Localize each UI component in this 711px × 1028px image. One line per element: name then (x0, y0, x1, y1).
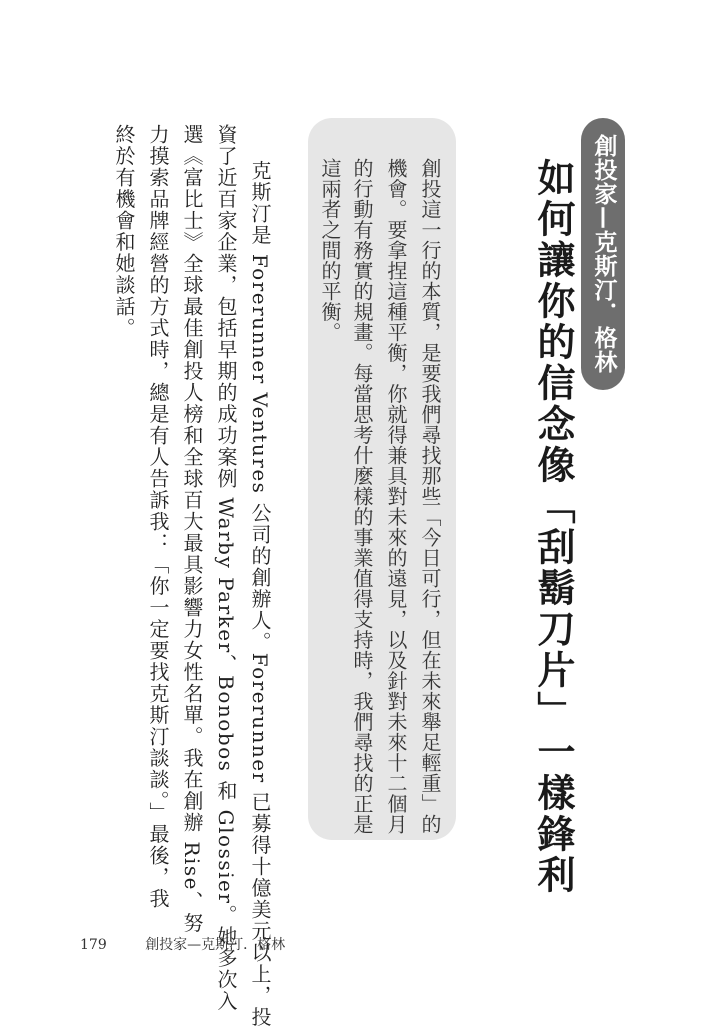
author-badge-label: 創投家—克斯汀．格林 (590, 134, 617, 374)
body-line-1: 克斯汀是 Forerunner Ventures 公司的創辦人。Forerunner 已募得十億美元以上，投 (248, 160, 272, 1028)
quote-line-3: 的行動有務實的規畫。每當思考什麼樣的事業值得支持時，我們尋找的正是 (350, 158, 374, 835)
quote-line-2: 機會。要拿捏這種平衡，你就得兼具對未來的遠見，以及針對未來十二個月 (384, 158, 408, 835)
chapter-title: 如何讓你的信念像「刮鬍刀片」一樣鋒利 (531, 158, 576, 896)
quote-line-1: 創投這一行的本質，是要我們尋找那些「今日可行，但在未來舉足輕重」的 (418, 158, 442, 835)
page-footer (80, 934, 285, 954)
body-line-2: 資了近百家企業，包括早期的成功案例 Warby Parker、Bonobos 和 Glossier。她多次入 (214, 124, 238, 1012)
body-line-3: 選《富比士》全球最佳創投人榜和全球百大最具影響力女性名單。我在創辦 Rise、努 (180, 124, 204, 934)
running-head: 創投家—克斯汀．格林 (145, 937, 286, 953)
quote-line-4: 這兩者之間的平衡。 (318, 158, 342, 343)
body-line-5: 終於有機會和她談話。 (112, 124, 136, 339)
author-badge (581, 118, 625, 390)
body-line-4: 力摸索品牌經營的方式時，總是有人告訴我：「你一定要找克斯汀談談。」最後，我 (146, 124, 170, 910)
page-number: 179 (80, 937, 107, 953)
